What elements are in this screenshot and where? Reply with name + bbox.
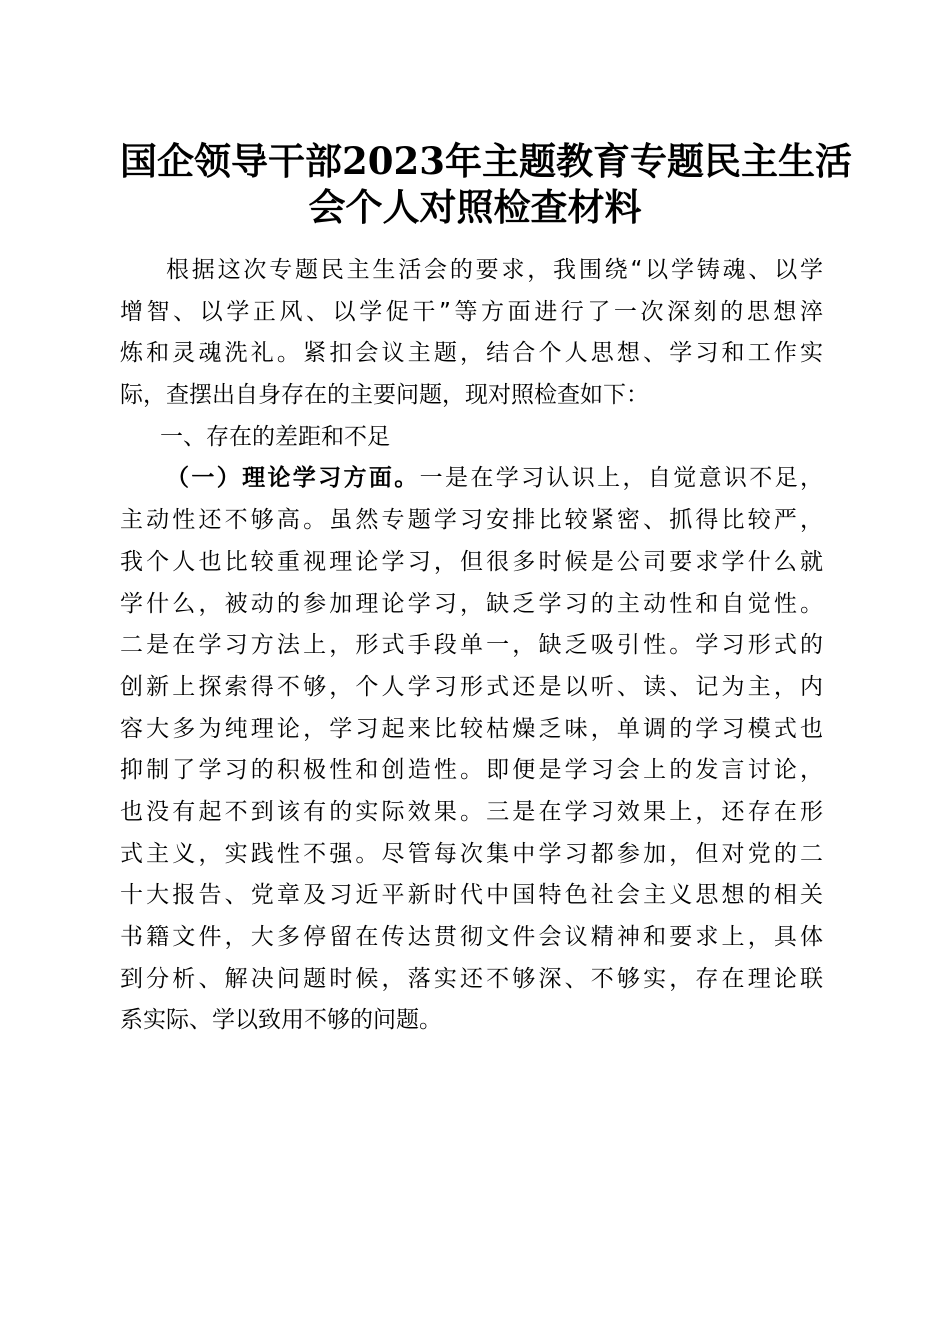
paragraph-line: 我个人也比较重视理论学习，但很多时候是公司要求学什么就 <box>120 548 823 575</box>
intro-line: 炼和灵魂洗礼。紧扣会议主题，结合个人思想、学习和工作实 <box>120 340 823 367</box>
paragraph-line: 主动性还不够高。虽然专题学习安排比较紧密、抓得比较严， <box>120 507 823 534</box>
paragraph-line: 系实际、学以致用不够的问题。 <box>120 1007 442 1034</box>
paragraph-line: 抑制了学习的积极性和创造性。即便是学习会上的发言讨论， <box>120 757 823 784</box>
paragraph-line: 学什么，被动的参加理论学习，缺乏学习的主动性和自觉性。 <box>120 590 823 617</box>
intro-line: 增智、以学正风、以学促干”等方面进行了一次深刻的思想淬 <box>120 298 823 325</box>
paragraph-line: 十大报告、党章及习近平新时代中国特色社会主义思想的相关 <box>120 882 823 909</box>
subsection-label: （一）理论学习方面。 <box>166 465 420 492</box>
paragraph-line: 到分析、解决问题时候，落实还不够深、不够实，存在理论联 <box>120 965 823 992</box>
document-body <box>120 250 823 1042</box>
intro-line: 根据这次专题民主生活会的要求，我围绕“以学铸魂、以学 <box>166 257 823 283</box>
document-title <box>120 138 852 230</box>
paragraph-line: 二是在学习方法上，形式手段单一，缺乏吸引性。学习形式的 <box>120 632 823 659</box>
paragraph-line: 也没有起不到该有的实际效果。三是在学习效果上，还存在形 <box>120 798 823 825</box>
paragraph-line: 创新上探索得不够，个人学习形式还是以听、读、记为主，内 <box>120 673 823 700</box>
paragraph-line: 式主义，实践性不强。尽管每次集中学习都参加，但对党的二 <box>120 840 823 867</box>
section-heading: 一、存在的差距和不足 <box>160 423 390 450</box>
paragraph-line: 容大多为纯理论，学习起来比较枯燥乏味，单调的学习模式也 <box>120 715 823 742</box>
subsection-first-line-text: 一是在学习认识上，自觉意识不足， <box>419 465 824 492</box>
intro-line: 际，查摆出自身存在的主要问题，现对照检查如下： <box>120 382 649 409</box>
title-line-2: 会个人对照检查材料 <box>308 185 642 229</box>
paragraph-line: 书籍文件，大多停留在传达贯彻文件会议精神和要求上，具体 <box>120 924 823 950</box>
subsection-first-line <box>120 458 823 500</box>
title-line-1: 国企领导干部2023年主题教育专题民主生活 <box>120 139 852 183</box>
